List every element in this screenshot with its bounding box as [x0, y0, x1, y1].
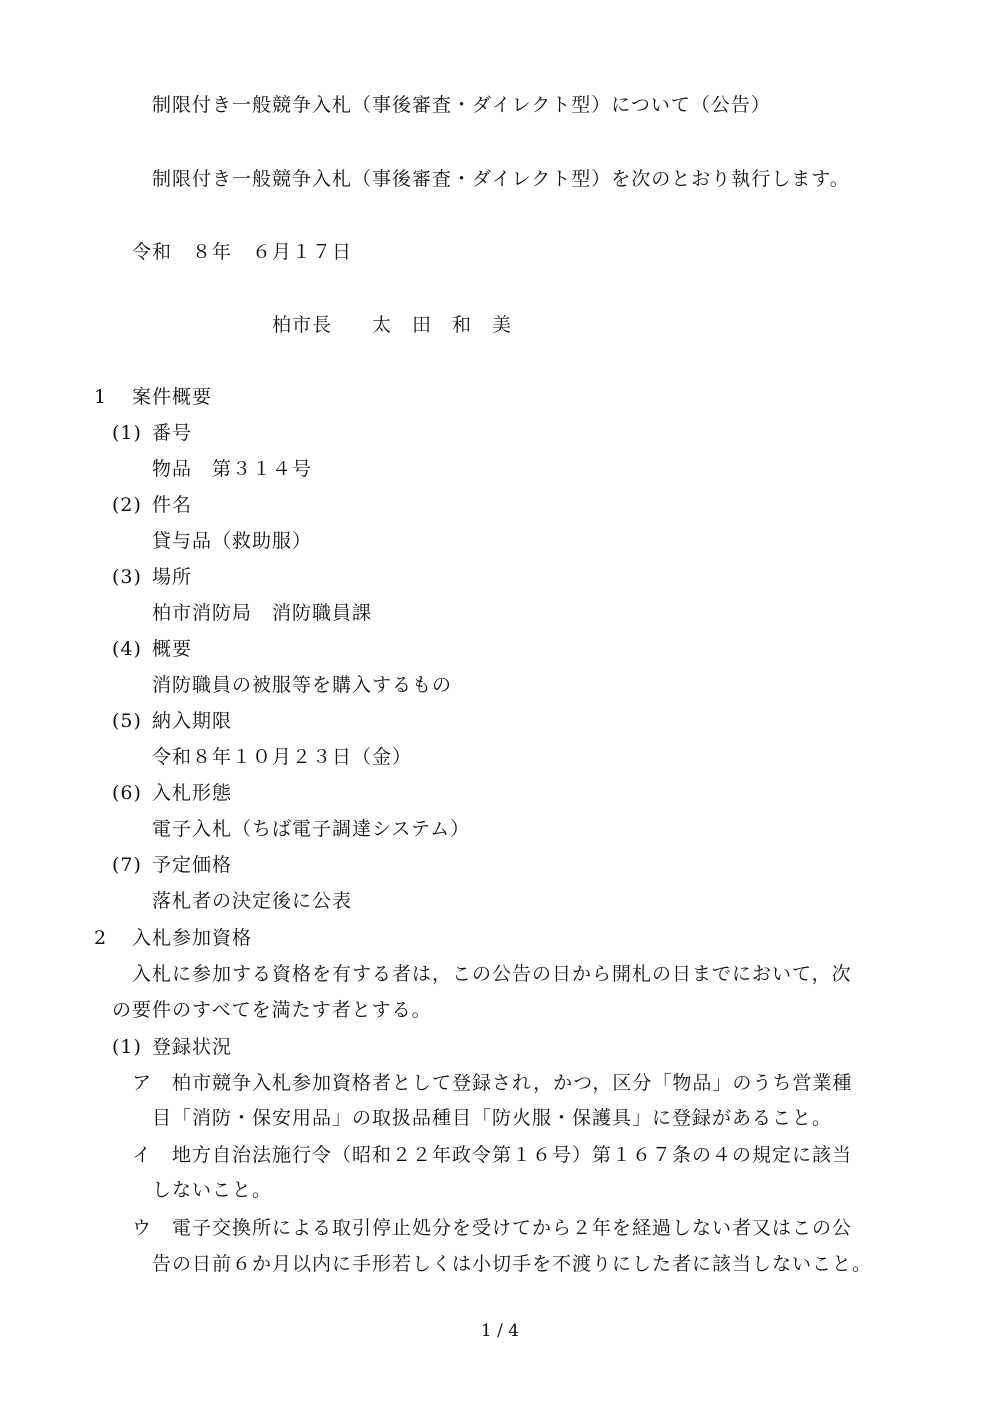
item-number: (7) — [112, 854, 142, 876]
item-label: 場所 — [152, 566, 193, 588]
item-number: (2) — [112, 494, 142, 516]
section-2-heading — [94, 926, 252, 950]
list-item-text: 電子交換所による取引停止処分を受けてから２年を経過しない者又はこの公 — [172, 1217, 853, 1239]
intro-text: 制限付き一般競争入札（事後審査・ダイレクト型）を次のとおり執行します。 — [152, 168, 850, 190]
issue-date: 令和 ８年 ６月１７日 — [132, 241, 353, 263]
page-number: 1 / 4 — [480, 1321, 520, 1341]
item-number: (1) — [112, 422, 142, 444]
item-label-row — [112, 565, 192, 589]
list-item-text: 柏市競争入札参加資格者として登録され，かつ，区分「物品」のうち営業種 — [172, 1072, 853, 1094]
item-number: (3) — [112, 566, 142, 588]
item-label: 件名 — [152, 494, 193, 516]
item-label-row — [112, 853, 232, 877]
list-item-continuation: しないこと。 — [152, 1179, 273, 1201]
section-title: 入札参加資格 — [132, 927, 253, 949]
list-item-continuation: 告の日前６か月以内に手形若しくは小切手を不渡りにした者に該当しないこと。 — [152, 1253, 873, 1275]
subsection-number: (1) — [112, 1036, 142, 1058]
section-title: 案件概要 — [132, 386, 213, 408]
item-label: 予定価格 — [152, 854, 233, 876]
list-item-continuation: 目「消防・保安用品」の取扱品種目「防火服・保護具」に登録があること。 — [152, 1107, 833, 1129]
item-label-row — [112, 421, 192, 445]
section-number: 2 — [94, 927, 108, 949]
issuer-name: 柏市長 太 田 和 美 — [272, 314, 513, 336]
item-number: (5) — [112, 710, 142, 732]
item-value: 物品 第３１４号 — [152, 458, 313, 480]
document-title: 制限付き一般競争入札（事後審査・ダイレクト型）について（公告） — [152, 94, 771, 116]
list-item — [132, 1071, 852, 1095]
subsection-label: 登録状況 — [152, 1036, 233, 1058]
list-item-mark: ウ — [132, 1217, 153, 1239]
paragraph-line: 入札に参加する資格を有する者は，この公告の日から開札の日までにおいて，次 — [132, 963, 852, 985]
item-label-row — [112, 781, 232, 805]
item-number: (6) — [112, 782, 142, 804]
item-value: 令和８年１０月２３日（金） — [152, 746, 413, 768]
list-item — [132, 1143, 852, 1167]
item-label: 番号 — [152, 422, 193, 444]
subsection-label-row — [112, 1035, 232, 1059]
item-number: (4) — [112, 638, 142, 660]
item-value: 消防職員の被服等を購入するもの — [152, 674, 453, 696]
item-value: 電子入札（ちば電子調達システム） — [152, 818, 471, 840]
list-item-mark: イ — [132, 1144, 153, 1166]
list-item-text: 地方自治法施行令（昭和２２年政令第１６号）第１６７条の４の規定に該当 — [172, 1144, 853, 1166]
item-label: 概要 — [152, 638, 193, 660]
item-label: 入札形態 — [152, 782, 233, 804]
section-1-heading — [94, 385, 212, 409]
item-value: 落札者の決定後に公表 — [152, 890, 353, 912]
item-label: 納入期限 — [152, 710, 233, 732]
list-item-mark: ア — [132, 1072, 153, 1094]
item-label-row — [112, 637, 192, 661]
item-label-row — [112, 709, 232, 733]
item-value: 柏市消防局 消防職員課 — [152, 602, 373, 624]
section-number: 1 — [94, 386, 108, 408]
item-value: 貸与品（救助服） — [152, 530, 313, 552]
item-label-row — [112, 493, 192, 517]
list-item — [132, 1216, 852, 1240]
paragraph-line: の要件のすべてを満たす者とする。 — [112, 999, 432, 1021]
